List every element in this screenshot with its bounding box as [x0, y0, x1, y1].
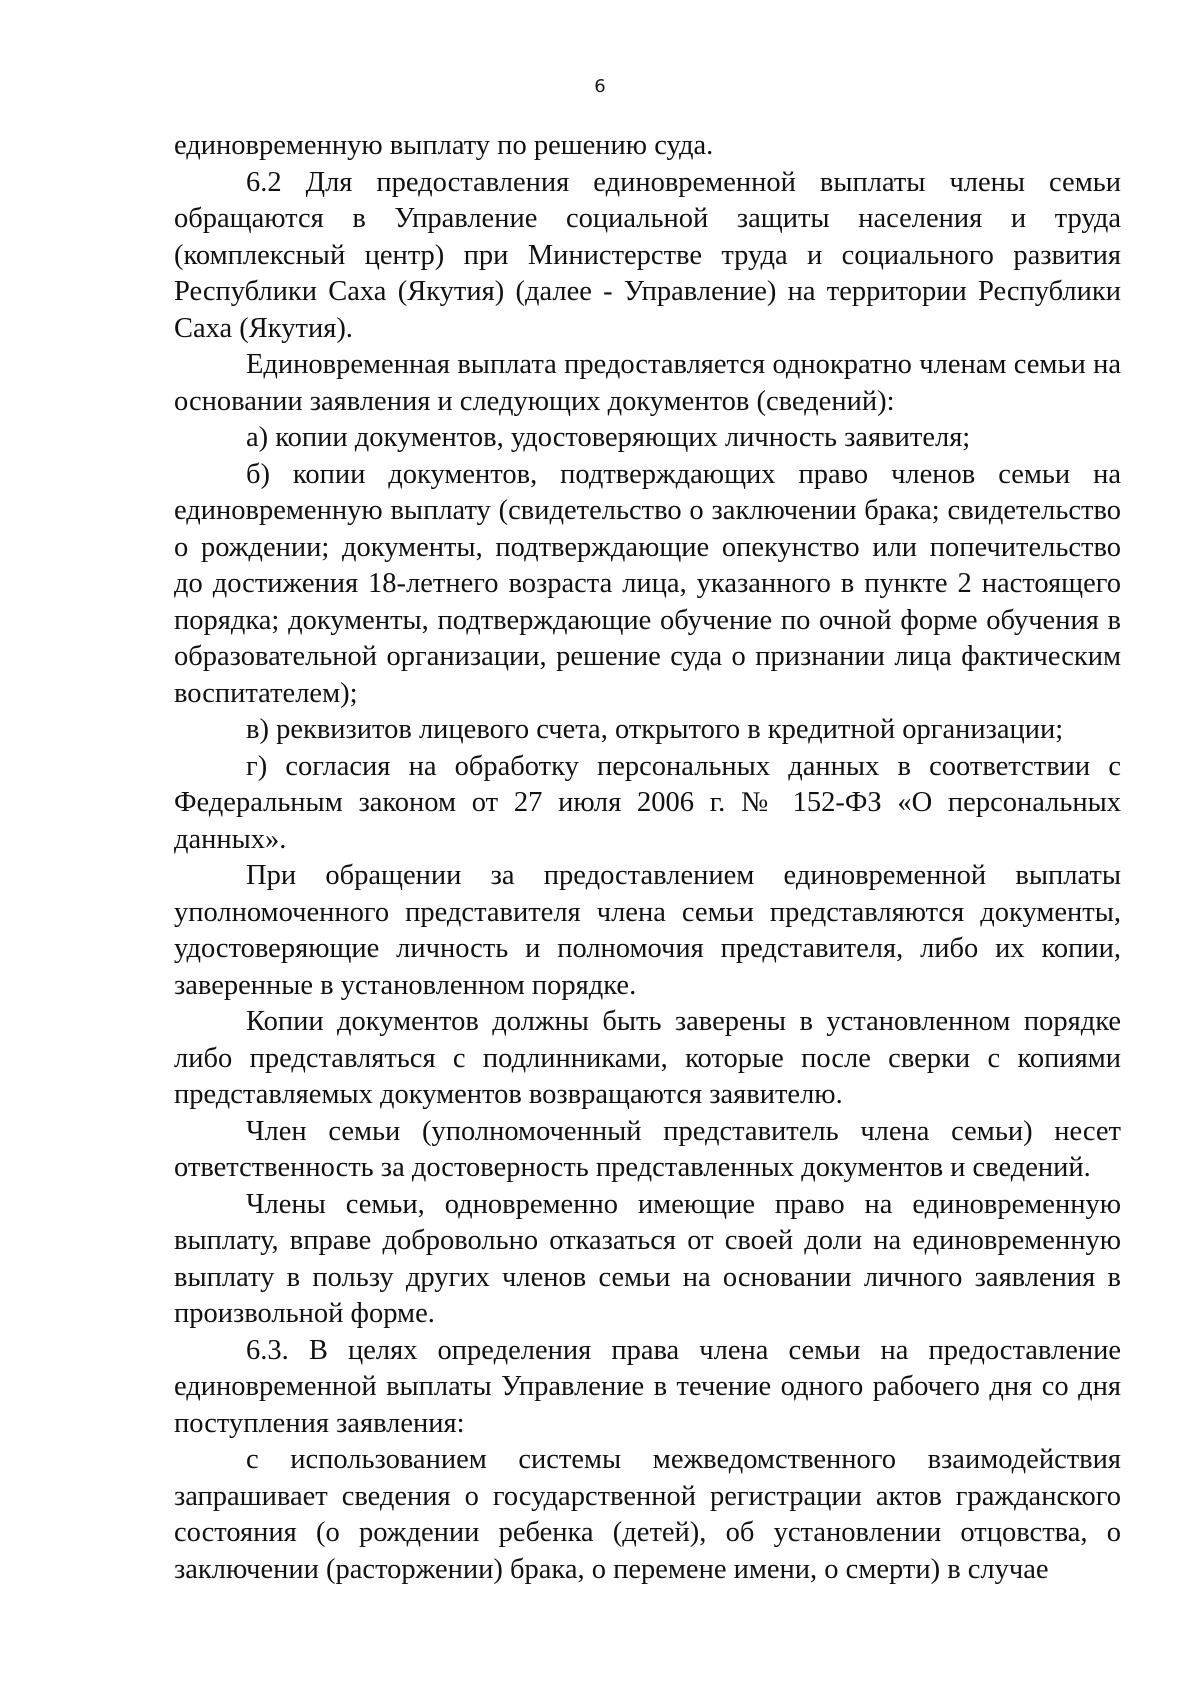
paragraph: Член семьи (уполномоченный представитель члена семьи) несет ответственность за достоверность представленных документов и сведений.: [174, 1115, 1121, 1183]
paragraph: Единовременная выплата предоставляется однократно членам семьи на основании заявления и следующих документов (сведений):: [174, 349, 1121, 417]
paragraph: Копии документов должны быть заверены в установленном порядке либо представляться с подлинниками, которые после сверки с копиями представляемых документов возвращаются заявителю.: [174, 1006, 1121, 1110]
paragraph: 6.2 Для предоставления единовременной выплаты члены семьи обращаются в Управление социальной защиты населения и труда (комплексный центр) при Министерстве труда и социального развития Республики Саха (Якутия) (далее - Управление) на территории Республики Саха (Якутия).: [174, 166, 1121, 344]
paragraph: 6.3. В целях определения права члена семьи на предоставление единовременной выплаты Управление в течение одного рабочего дня со дня поступления заявления:: [174, 1334, 1121, 1439]
paragraph: Члены семьи, одновременно имеющие право на единовременную выплату, вправе добровольно отказаться от своей доли на единовременную выплату в пользу других членов семьи на основании личного заявления в произвольной форме.: [174, 1188, 1121, 1329]
paragraph: При обращении за предоставлением единовременной выплаты уполномоченного представителя члена семьи представляются документы, удостоверяющие личность и полномочия представителя, либо их копии, заверенные в установленном порядке.: [174, 860, 1121, 1001]
paragraph: а) копии документов, удостоверяющих личность заявителя;: [246, 422, 971, 453]
paragraph: г) согласия на обработку персональных данных в соответствии с Федеральным законом от 27 июля 2006 г. № 152-ФЗ «О персональных данных».: [174, 750, 1121, 855]
paragraph: единовременную выплату по решению суда.: [174, 130, 714, 161]
page-number: 6: [594, 76, 606, 97]
document-body: [174, 128, 1121, 1588]
paragraph: с использованием системы межведомственного взаимодействия запрашивает сведения о государственной регистрации актов гражданского состояния (о рождении ребенка (детей), об установлении отцовства, о заключении (расторжении) брака, о перемене имени, о смерти) в случае: [174, 1444, 1121, 1585]
paragraph: б) копии документов, подтверждающих право членов семьи на единовременную выплату (свидетельство о заключении брака; свидетельство о рождении; документы, подтверждающие опекунство или попечительство до достижения 18-летнего возраста лица, указанного в пункте 2 настоящего порядка; документы, подтверждающие обучение по очной форме обучения в образовательной организации, решение суда о признании лица фактическим воспитателем);: [174, 458, 1121, 709]
paragraph: в) реквизитов лицевого счета, открытого в кредитной организации;: [246, 714, 1064, 745]
